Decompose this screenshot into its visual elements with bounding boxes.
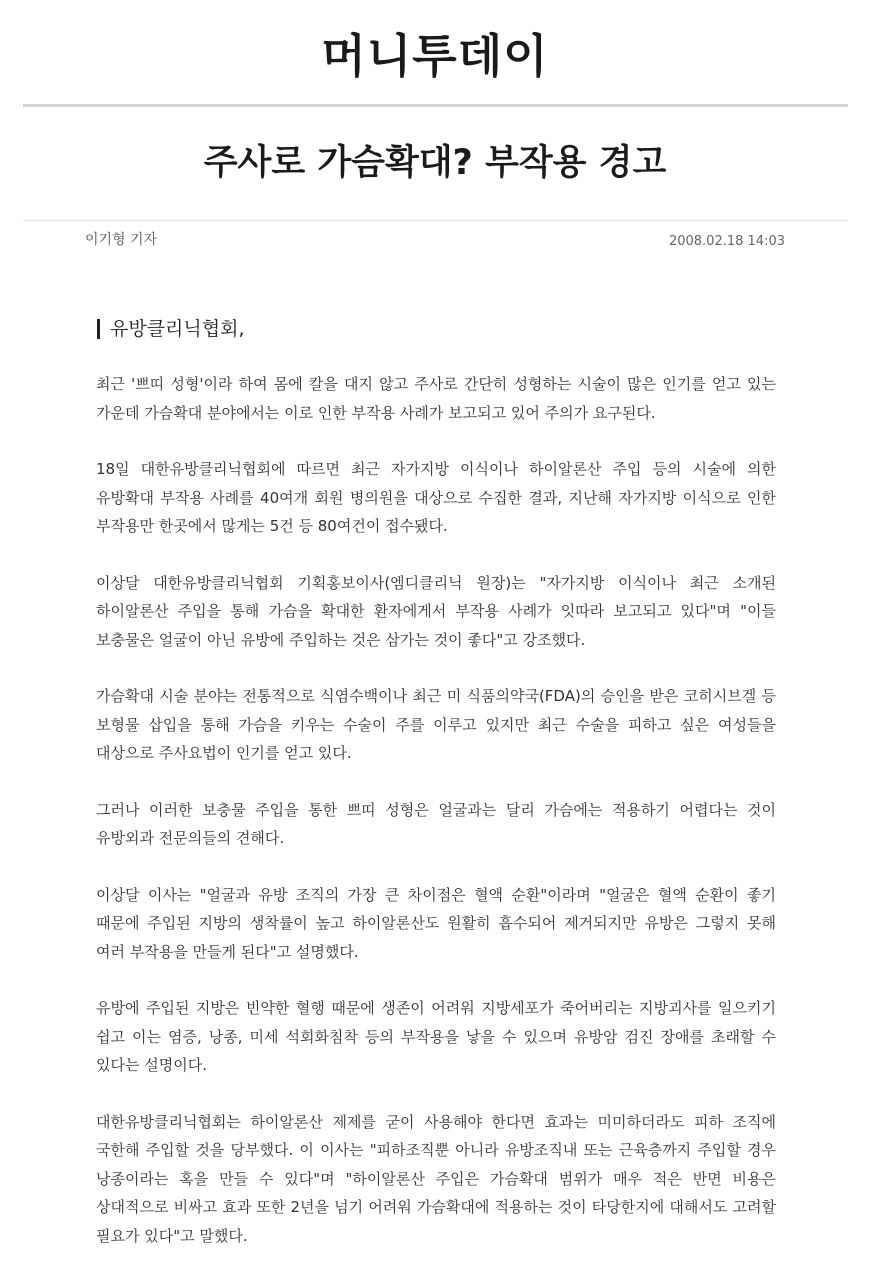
article-paragraph: 가슴확대 시술 분야는 전통적으로 식염수백이나 최근 미 식품의약국(FDA)의 승인을 받은 코히시브겔 등 보형물 삽입을 통해 가슴을 키우는 수술이 주를 이루고 있지만 최근 수술을 피하고 싶은 여성들을 대상으로 주사요법이 인기를 얻고 있다.: [96, 687, 776, 762]
subheading-bar-icon: [97, 319, 100, 339]
headline-divider: [23, 220, 848, 221]
article-datetime: 2008.02.18 14:03: [668, 234, 785, 249]
subheading-text: 유방클리닉협회,: [110, 318, 245, 340]
article-paragraph: 최근 '쁘띠 성형'이라 하여 몸에 칼을 대지 않고 주사로 간단히 성형하는 시술이 많은 인기를 얻고 있는 가운데 가슴확대 분야에서는 이로 인한 부작용 사례가 보고되고 있어 주의가 요구된다.: [96, 375, 776, 422]
article-paragraph: 이상달 대한유방클리닉협회 기획홍보이사(엠디클리닉 원장)는 "자가지방 이식이나 최근 소개된 하이알론산 주입을 통해 가슴을 확대한 환자에게서 부작용 사례가 잇따라 보고되고 있다"며 "이들 보충물은 얼굴이 아닌 유방에 주입하는 것은 삼가는 것이 좋다"고 강조했다.: [96, 573, 776, 649]
article-paragraph: 그러나 이러한 보충물 주입을 통한 쁘띠 성형은 얼굴과는 달리 가슴에는 적용하기 어렵다는 것이 유방외과 전문의들의 견해다.: [96, 800, 776, 847]
article-paragraph: 18일 대한유방클리닉협회에 따르면 최근 자가지방 이식이나 하이알론산 주입 등의 시술에 의한 유방확대 부작용 사례를 40여개 회원 병의원을 대상으로 수집한 결과, 지난해 자가지방 이식으로 인한 부작용만 한곳에서 많게는 5건 등 80여건이 접수됐다.: [96, 460, 776, 535]
article-headline: 주사로 가슴확대? 부작용 경고: [203, 143, 667, 183]
article-paragraph: 대한유방클리닉협회는 하이알론산 제제를 굳이 사용해야 한다면 효과는 미미하더라도 피하 조직에 국한해 주입할 것을 당부했다. 이 이사는 "피하조직뿐 아니라 유방조직내 또는 근육층까지 주입할 경우 낭종이라는 혹을 만들 수 있다"며 "하이알론산 주입은 가슴확대 범위가 매우 적은 반면 비용은 상대적으로 비싸고 효과 또한 2년을 넘기 어려워 가슴확대에 적용하는 것이 타당한지에 대해서도 고려할 필요가 있다"고 말했다.: [96, 1112, 776, 1245]
article-body: [96, 370, 776, 1278]
article-paragraph: 이상달 이사는 "얼굴과 유방 조직의 가장 큰 차이점은 혈액 순환"이라며 "얼굴은 혈액 순환이 좋기 때문에 주입된 지방의 생착률이 높고 하이알론산도 원활히 흡수되어 제거되지만 유방은 그렇지 못해 여러 부작용을 만들게 된다"고 설명했다.: [96, 885, 776, 961]
article-paragraph: 유방에 주입된 지방은 빈약한 혈행 때문에 생존이 어려워 지방세포가 죽어버리는 지방괴사를 일으키기 쉽고 이는 염증, 낭종, 미세 석회화침착 등의 부작용을 낳을 수 있으며 유방암 검진 장애를 초래할 수 있다는 설명이다.: [96, 999, 776, 1074]
article-subheading: [97, 315, 245, 343]
masthead-logo[interactable]: 머니투데이: [321, 29, 549, 83]
reporter-byline[interactable]: 이기형 기자: [85, 232, 158, 248]
masthead-divider: [23, 104, 848, 107]
